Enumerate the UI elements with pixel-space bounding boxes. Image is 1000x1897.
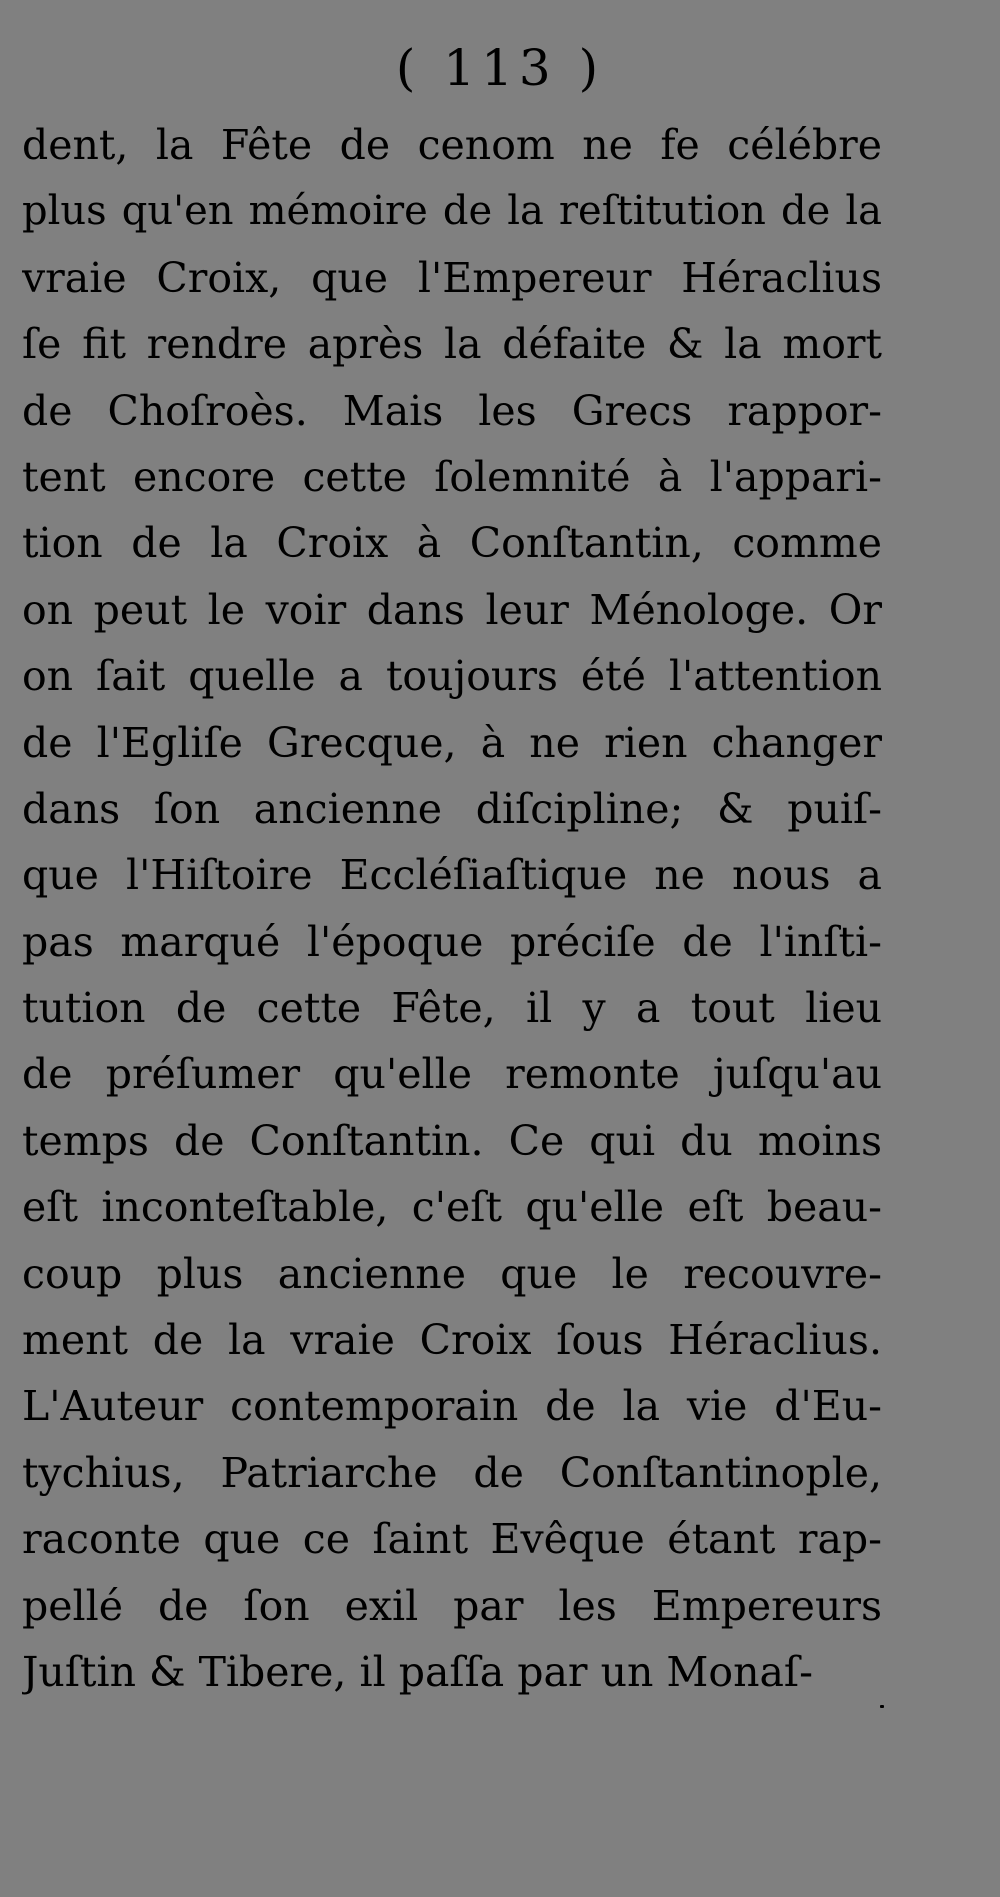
text-line: que l'Hiſtoire Eccléſiaſtique ne nous a: [22, 851, 882, 900]
text-line: de préſumer qu'elle remonte juſqu'au: [22, 1050, 882, 1099]
text-line: dent, la Fête de cenom ne fe célébre: [22, 121, 882, 169]
text-line: tent encore cette ſolemnité à l'appari-: [22, 452, 882, 501]
page-number-header: ( 113 ): [395, 39, 605, 97]
body-text: [22, 112, 882, 1705]
text-line: raconte que ce ſaint Evêque étant rap-: [22, 1515, 882, 1564]
text-line: temps de Conſtantin. Ce qui du moins: [22, 1116, 882, 1165]
text-line: tion de la Croix à Conſtantin, comme: [22, 519, 882, 568]
text-line: tychius, Patriarche de Conſtantinople,: [22, 1448, 882, 1497]
text-line: ſe fit rendre après la défaite & la mort: [22, 320, 882, 369]
text-line: pas marqué l'époque préciſe de l'inſti-: [22, 917, 882, 966]
text-line: coup plus ancienne que le recouvre-: [22, 1249, 882, 1298]
text-line: L'Auteur contemporain de la vie d'Eu-: [22, 1382, 882, 1431]
text-line: ment de la vraie Croix ſous Héraclius.: [22, 1316, 882, 1365]
text-line: pellé de ſon exil par les Empereurs: [22, 1581, 882, 1630]
text-line: tution de cette Fête, il y a tout lieu: [22, 984, 882, 1033]
text-line: on ſait quelle a toujours été l'attention: [22, 652, 882, 701]
text-line: dans ſon ancienne diſcipline; & puiſ-: [22, 784, 882, 833]
ink-speck: [880, 1705, 884, 1708]
text-line: Juſtin & Tibere, il paſſa par un Monaſ-: [22, 1647, 813, 1696]
text-line: eſt inconteſtable, c'eſt qu'elle eſt beau-: [22, 1183, 882, 1232]
text-line: plus qu'en mémoire de la reſtitution de la: [22, 188, 882, 235]
text-line: vraie Croix, que l'Empereur Héraclius: [22, 253, 882, 302]
text-line: de l'Egliſe Grecque, à ne rien changer: [22, 718, 882, 767]
text-line: de Choſroès. Mais les Grecs rappor-: [22, 386, 882, 435]
text-line: on peut le voir dans leur Ménologe. Or: [22, 585, 882, 634]
